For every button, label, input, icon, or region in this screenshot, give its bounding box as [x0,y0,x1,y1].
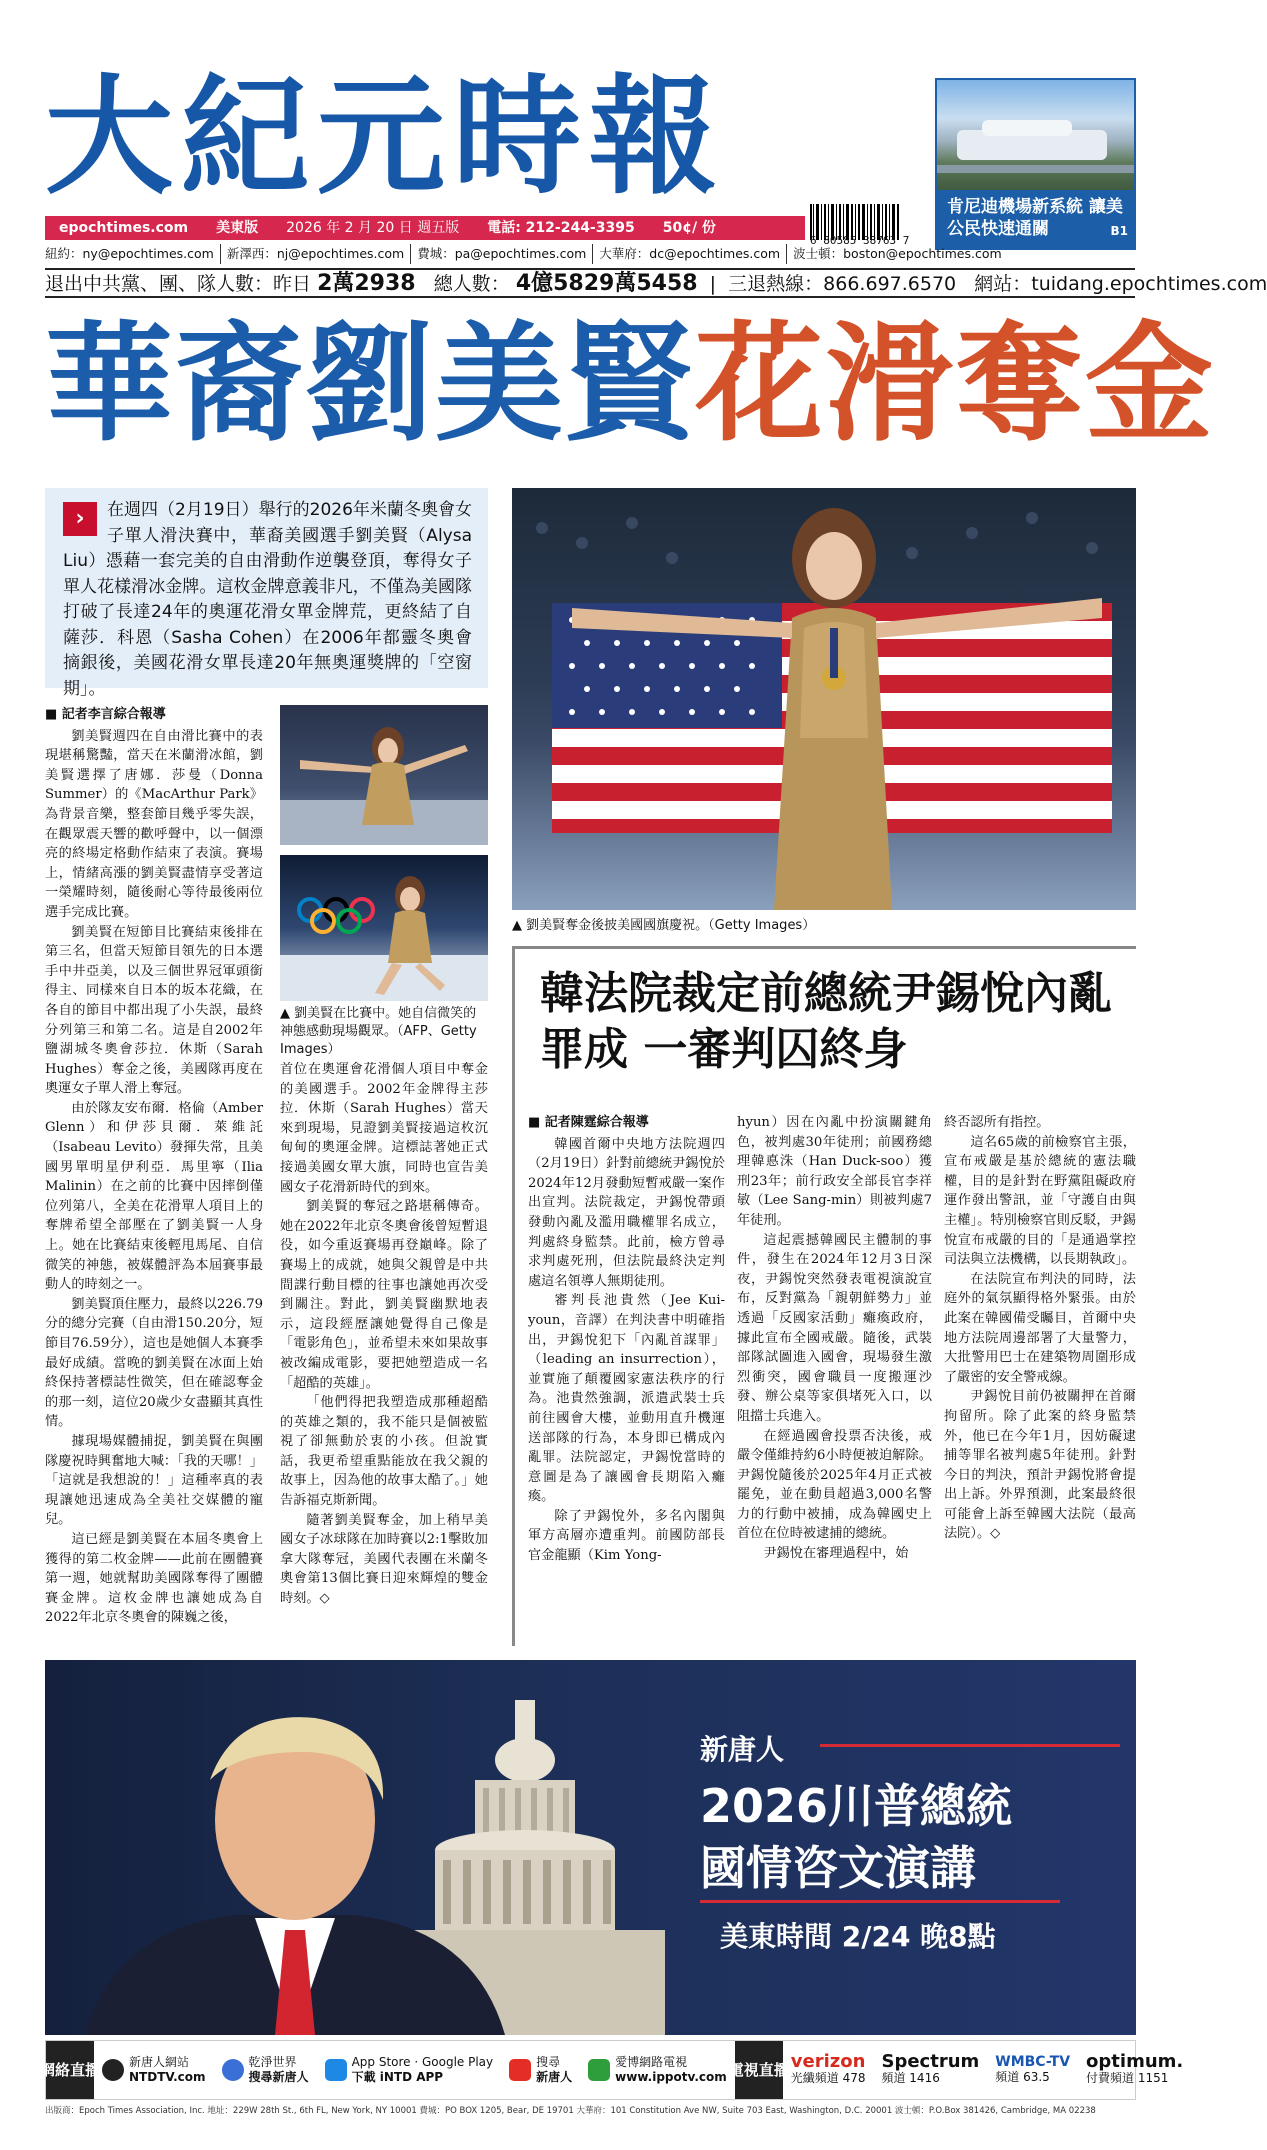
footer-text: 搜尋新唐人 [248,2070,309,2084]
story1-paragraph: 隨著劉美賢奪金，加上稍早美國女子冰球隊在加時賽以2:1擊敗加拿大隊奪冠，美國代表團在米蘭冬奧會第13個比賽日迎來輝煌的雙金時刻。◇ [280,1512,488,1607]
ippotv-logo-icon [588,2059,610,2081]
footer-text: 付費頻道 1151 [1086,2071,1169,2085]
story1-paragraph: 「他們得把我塑造成那種超酷的英雄之類的，我不能只是個被監視了卻無動於衷的小孩。但說實話，我更希望重點能放在我父親的故事上，因為他的故事太酷了。」她告訴福克斯新聞。 [280,1395,488,1509]
skater-illustration-2 [280,855,488,1001]
footer-text: www.ippotv.com [615,2070,727,2084]
info-bar [45,216,805,240]
skater-illustration-1 [280,705,488,845]
contact-dc[interactable]: 大華府：dc@epochtimes.com [599,244,787,264]
main-photo-skater-flag [512,488,1136,910]
ad-divider [820,1744,1120,1747]
network-live-label: 網絡直播 [46,2041,94,2099]
footer-text: NTDTV.com [129,2070,206,2084]
footer-text: 乾淨世界 [248,2055,297,2069]
info-phone: 電話: 212-244-3395 [487,220,635,236]
story1-paragraph: 劉美賢週四在自由滑比賽中的表現堪稱驚豔，當天在米蘭滑冰館，劉美賢選擇了唐娜．莎曼（Donna Summer）的《MacArthur Park》為背景音樂，整套節目幾乎零失誤，在觀眾震天響的歡呼聲中，以一個漂亮的終場定格動作結束了表演。賽場上，情緒高漲的劉美賢盡情享受著這一榮耀時刻，隨後耐心等待最後兩位選手完成比賽。 [45,728,263,920]
story1-paragraph: 這已經是劉美賢在本屆冬奧會上獲得的第二枚金牌——此前在團體賽第一週，她就幫助美國隊奪得了團體賽金牌。這枚金牌也讓她成為自2022年北京冬奧會的陳巍之後， [45,1531,263,1626]
spectrum-logo: Spectrum [881,2051,980,2072]
story1-paragraph: 劉美賢頂住壓力，最終以226.79分的總分完賽（自由滑150.20分，短節目76.59分），這也是她個人本賽季最好成績。當晚的劉美賢在冰面上始終保持著標誌性微笑，但在確認奪金的那一刻，這位20歲少女盡顯其真性情。 [45,1296,263,1430]
optimum-logo: optimum. [1086,2051,1184,2072]
verizon-logo: verizon [790,2051,866,2072]
contact-newyork[interactable]: 紐約：ny@epochtimes.com [45,244,221,264]
story2-paragraph: 尹錫悅目前仍被關押在首爾拘留所。除了此案的終身監禁外，他已在今年1月，因妨礙逮捕等罪名被判處5年徒刑。針對今日的判決，預計尹錫悅將會提出上訴。外界預測，此案最終很可能會上訴至韓國大法院（最高法院）。◇ [944,1389,1136,1542]
main-photo-caption: ▲ 劉美賢奪金後披美國國旗慶祝。（Getty Images） [512,918,816,933]
teaser-title: 肯尼迪機場新系統 讓美公民快速通關 [947,197,1123,239]
ad-red-bar [700,1900,1060,1903]
story1-byline: ■ 記者李言綜合報導 [45,707,166,722]
footer-text: 新唐人網站 [129,2055,190,2069]
footer-text: 光纖頻道 478 [790,2071,866,2085]
story1-paragraph: 據現場媒體捕捉，劉美賢在與團隊慶祝時興奮地大喊：「我的天哪！」「這就是我想說的！」這種率真的表現讓她迅速成為全美社交媒體的寵兒。 [45,1433,263,1528]
story1-paragraph: 劉美賢的奪冠之路堪稱傳奇。她在2022年北京冬奧會後曾短暫退役，如今重返賽場再登巔峰。除了賽場上的成就，她與父親曾是中共間諜行動目標的往事也讓她再次受到關注。對此，劉美賢幽默地表示，這段經歷讓她覺得自己像是「電影角色」，並希望未來如果故事被改編成電影，要把她塑造成一名「超酷的英雄」。 [280,1199,488,1391]
footer-qianbo[interactable] [214,2055,317,2085]
skater-photo-1 [280,705,488,845]
stats-total: 4億5829萬5458 [515,271,698,296]
story1-column-1 [45,705,263,1645]
youtube-icon [509,2059,531,2081]
story2-paragraph: 這名65歲的前檢察官主張，宣布戒嚴是基於總統的憲法職權，目的是針對在野黨阻礙政府運作發出警訊，並「守護自由與主權」。特別檢察官則反駁，尹錫悅宣布戒嚴的目的「是通過掌控司法與立法機構，以長期執政」。 [944,1134,1136,1268]
qianbo-logo-icon [222,2059,244,2081]
ntdtv-logo-icon [102,2059,124,2081]
ad-title-line2: 國情咨文演講 [700,1841,976,1895]
skater-photo-caption: ▲ 劉美賢在比賽中。她自信微笑的神態感動現場觀眾。（AFP、Getty Images） [280,1006,477,1057]
teaser-box[interactable] [935,78,1136,250]
contact-philadelphia[interactable]: 費城：pa@epochtimes.com [417,244,593,264]
stats-hotline: 三退熱線：866.697.6570 [728,273,957,295]
footer-text: App Store · Google Play [351,2055,494,2069]
stats-site[interactable]: 網站：tuidang.epochtimes.com [974,273,1267,295]
teaser-text [937,190,1134,248]
story2-headline: 韓法院裁定前總統尹錫悅內亂罪成 一審判囚終身 [540,968,1112,1075]
story2-paragraph: 這起震撼韓國民主體制的事件，發生在2024年12月3日深夜，尹錫悅突然發表電視演說宣布，反對黨為「親朝鮮勢力」並透過「反國家活動」癱瘓政府，據此宣布全國戒嚴。隨後，武裝部隊試圖進入國會，現場發生激烈衝突，國會職員一度搬運沙發、辦公桌等家俱堵死入口，以阻擋士兵進入。 [737,1232,932,1424]
stats-total-label: 總人數： [433,273,510,295]
publisher-address-row: 出版商：Epoch Times Association, Inc. 地址：229W 28th St., 6th FL, New York, NY 10001 費城：PO BOX 1205, Bear, DE 19701 大華府：101 Constitution Ave NW, Suite 703 East, Washington, D.C. 20001 波士頓：P.O.Box 381426, Cambridge, MA 02238 [45,2106,1096,2116]
app-store-icon [325,2059,347,2081]
ad-title-line1: 2026川普總統 [700,1779,1013,1833]
teaser-page-ref: B1 [1110,224,1128,238]
headline-part2: 花滑奪金 [695,310,1216,459]
story2-paragraph: 除了尹錫悅外，多名內閣與軍方高層亦遭重判。前國防部長官金龍顯（Kim Yong- [528,1508,725,1564]
story2-paragraph: 終否認所有指控。 [944,1115,1050,1130]
footer-ippotv[interactable] [580,2055,735,2085]
footer-spectrum[interactable] [873,2051,987,2086]
story2-column-1 [528,1113,725,1643]
lead-text: 在週四（2月19日）舉行的2026年米蘭冬奧會女子單人滑決賽中，華裔美國選手劉美賢（Alysa Liu）憑藉一套完美的自由滑動作逆襲登頂，奪得女子單人花樣滑冰金牌。這枚金牌意義非凡，不僅為美國隊打破了長達24年的奧運花滑女單金牌荒，更終結了自薩莎．科恩（Sasha Cohen）在2006年都靈冬奧會摘銀後，美國花滑女單長達20年無奧運獎牌的「空窗期」。 [63,500,472,699]
story2-paragraph: hyun）因在內亂中扮演關鍵角色，被判處30年徒刑；前國務總理韓悳洙（Han Duck-soo）獲刑23年；前行政安全部長官李祥敏（Lee Sang-min）則被判處7年徒刑。 [737,1115,932,1228]
story2-column-3 [944,1113,1136,1643]
flag-illustration [512,488,1136,910]
info-edition: 美東版 [216,220,259,236]
footer-text: 頻道 1416 [881,2071,940,2085]
contact-boston[interactable]: 波士頓：boston@epochtimes.com [793,246,1002,261]
ad-brand-ntd: 新唐人 [700,1733,785,1766]
footer-wmbc[interactable] [987,2055,1078,2085]
story1-paragraph: 劉美賢在短節目比賽結束後排在第三名，但當天短節目領先的日本選手中井亞美，以及三個世界冠軍頭銜得主、同樣來自日本的坂本花織，在各自的節目中都出現了小失誤，最終分列第三和第二名。這是自2002年鹽湖城冬奧會莎拉．休斯（Sarah Hughes）奪金之後，美國隊再度在奧運女子單人滑上奪冠。 [45,924,263,1097]
skater-photo-2 [280,855,488,1001]
footer-verizon[interactable] [783,2051,874,2086]
barcode-number: 6 80585 38763 7 [810,234,910,247]
footer-intd-app[interactable] [317,2055,502,2085]
footer-ntdtv-site[interactable] [94,2055,214,2085]
story2-paragraph: 審判長池貴然（Jee Kui-youn，音譯）在判決書中明確指出，尹錫悅犯下「內亂首謀罪」（leading an insurrection），並實施了顛覆國家憲法秩序的行為。池貴然強調，派遣武裝士兵前往國會大樓，並動用直升機運送部隊的行為，本身即已構成內亂罪。法院認定，尹錫悅當時的意圖是為了讓國會長期陷入癱瘓。 [528,1293,725,1505]
story1-paragraph: 由於隊友安布爾．格倫（Amber Glenn）和伊莎貝爾．萊維託（Isabeau Levito）發揮失常，且美國男單明星伊利亞．馬里寧（Ilia Malinin）在之前的比賽中因摔倒僅位列第八，全美在花滑單人項目上的奪牌希望全部壓在了劉美賢一人身上。她在比賽結束後輕甩馬尾、自信微笑的神態，被媒體評為本屆賽事最動人的時刻之一。 [45,1100,263,1293]
story2-column-2 [737,1113,932,1643]
tuidang-stats-row: 退出中共黨、團、隊人數：昨日 2萬2938 總人數： 4億5829萬5458 | 三退熱線：866.697.6570 網站：tuidang.epochtimes.com [45,268,1135,298]
story2-paragraph: 尹錫悅在審理過程中，始 [763,1546,909,1562]
footer-text: 下載 iNTD APP [351,2070,444,2084]
footer-optimum[interactable] [1078,2051,1191,2086]
stats-label: 退出中共黨、團、隊人數：昨日 [45,273,312,295]
stats-yesterday: 2萬2938 [317,271,416,296]
footer-text: 新唐人 [536,2070,573,2084]
story2-paragraph: 韓國首爾中央地方法院週四（2月19日）針對前總統尹錫悅於2024年12月發動短暫戒嚴一案作出宣判。法院裁定，尹錫悅帶頭發動內亂及濫用職權罪名成立，判處終身監禁。此前，檢方曾尋求判處死刑，但法院最終決定判處這名領導人無期徒刑。 [528,1136,725,1289]
story2-byline: ■ 記者陳霆綜合報導 [528,1115,649,1130]
story1-column-2 [280,1060,488,1645]
footer-broadcast-bar [40,2040,1184,2100]
chevron-right-icon: › [63,502,97,536]
footer-text: 愛博網路電視 [615,2055,688,2069]
story2-paragraph: 在經過國會投票否決後，戒嚴令僅維持約6小時便被迫解除。尹錫悅隨後於2025年4月正式被罷免，並在動員超過3,000名警力的行動中被捕，成為韓國史上首位在位時被逮捕的總統。 [737,1428,932,1542]
info-site: epochtimes.com [59,220,189,236]
main-headline [45,305,1216,465]
info-date: 2026 年 2 月 20 日 週五版 [286,220,460,236]
wmbc-logo: WMBC-TV [995,2054,1071,2070]
masthead-logo: 大紀元時報 [45,62,726,212]
contacts-row [45,244,1135,264]
story2-paragraph: 在法院宣布判決的同時，法庭外的氣氛顯得格外緊張。由於此案在韓國備受矚目，首爾中央地方法院周邊部署了大量警力，大批警用巴士在建築物周圍形成了嚴密的安全警戒線。 [944,1271,1136,1385]
contact-newjersey[interactable]: 新澤西：nj@epochtimes.com [227,244,411,264]
ad-title [700,1775,1130,1899]
story1-paragraph: 首位在奧運會花滑個人項目中奪金的美國選手。2002年金牌得主莎拉．休斯（Sarah Hughes）當天來到現場，見證劉美賢接過這枚沉甸甸的奧運金牌。這標誌著她正式接過美國女單大旗，同時也宣告美國女子花滑新時代的到來。 [280,1062,488,1195]
teaser-airport-photo [937,80,1134,190]
headline-part1: 華裔劉美賢 [45,310,696,459]
lead-box [45,488,488,699]
footer-text: 搜尋 [536,2055,561,2069]
trump-portrait-image [85,1690,505,2035]
tv-live-label: 電視直播 [735,2041,783,2099]
footer-youtube[interactable] [501,2055,580,2085]
info-price: 50¢/ 份 [662,220,716,236]
ad-time: 美東時間 2/24 晚8點 [720,1920,996,1953]
footer-text: 頻道 63.5 [995,2070,1050,2084]
